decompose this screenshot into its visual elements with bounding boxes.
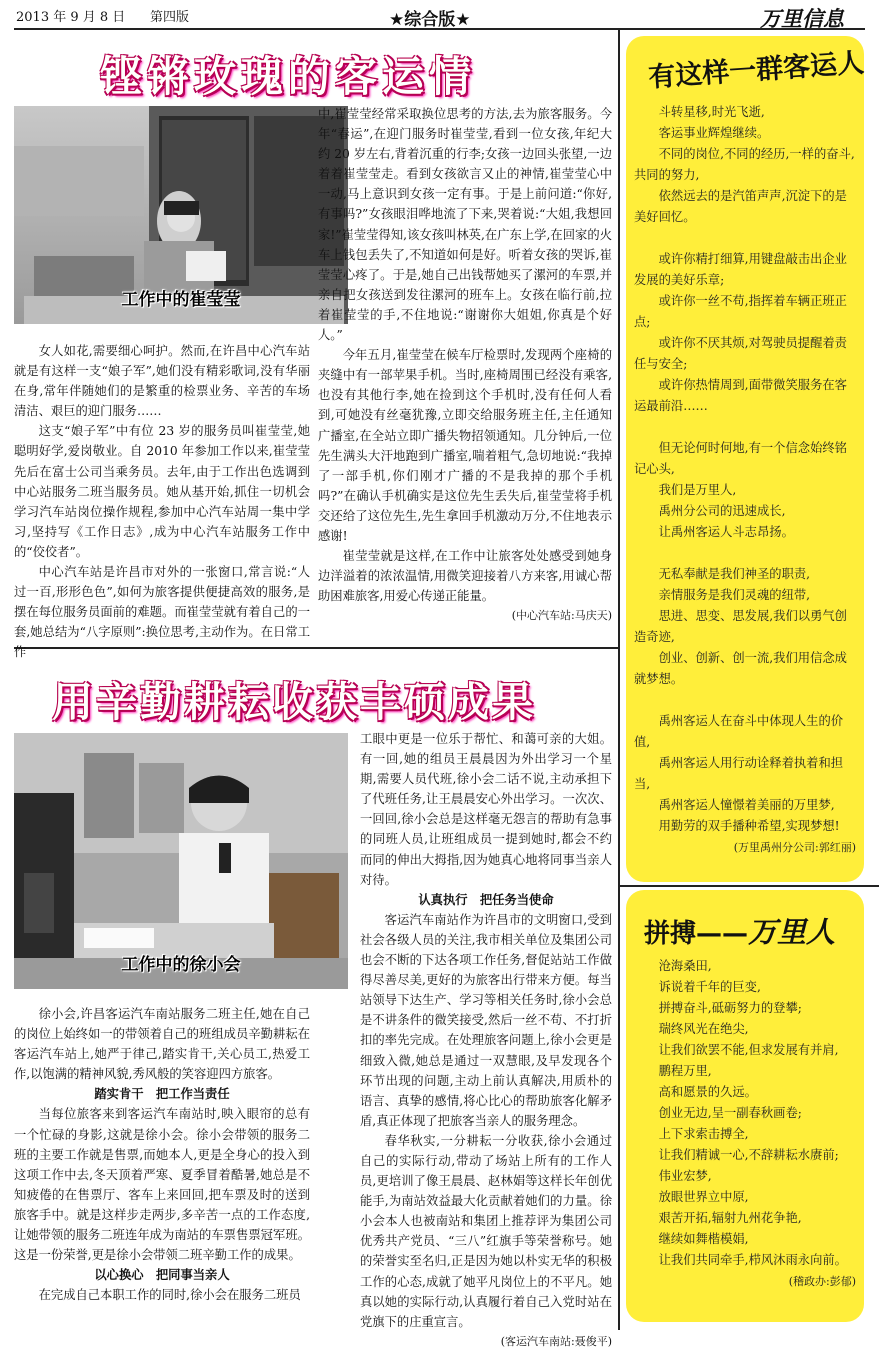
poem-line: 禹州客运人在奋斗中体现人生的价值, [634, 714, 844, 749]
subheading: 以心换心 把同事当亲人 [94, 1267, 230, 1283]
poem-line: 依然远去的是汽笛声声,沉淀下的是美好回忆。 [634, 189, 847, 224]
poem-line: 禹州客运人用行动诠释着执着和担当, [634, 756, 844, 791]
sidebar2-poem-body [634, 956, 856, 1292]
paragraph: 工眼中更是一位乐于帮忙、和蔼可亲的大姐。有一回,她的组员王晨晨因为外出学习一个星期,需要人员代班,徐小会二话不说,主动承担下了代班任务,让王晨晨安心外出学习。一次次、一回回,徐小会总是这样毫无怨言的帮助有急事的同班人员,让班组成员一提到她时,都会不约而同的伸出大拇指,因为她真心地将同事当亲人对待。 [360, 732, 612, 887]
article2-photo [14, 733, 348, 989]
poem-line: 或许你一丝不苟,指挥着车辆正班正点; [634, 294, 847, 329]
poem-line: 我们是万里人, [658, 483, 737, 497]
poem-line: 诉说着千年的巨变, [658, 980, 761, 994]
paragraph: 春华秋实,一分耕耘一分收获,徐小会通过自己的实际行动,带动了场站上所有的工作人员,更培训了像王晨晨、赵林娟等这样长年创优能手,为南站效益最大化贡献着她们的力量。徐小会本人也被南站和集团上推荐评为集团公司优秀共产党员、“三八”红旗手等荣誉称号。她的荣誉实至名归,正是因为她以朴实无华的积极工作的心态,成就了她平凡岗位上的不平凡。她真以她的实际行动,认真履行着自己入党时站在党旗下的庄重宣言。 [360, 1133, 612, 1329]
poem-line: 拼搏奋斗,砥砺努力的登攀; [658, 1001, 802, 1015]
article2-column-right [360, 729, 612, 1352]
poem-line: 不同的岗位,不同的经历,一样的奋斗,共同的努力, [634, 147, 855, 182]
sidebar1-byline: (万里禹州分公司:郭红丽) [733, 841, 856, 854]
poem-line: 创业无边,呈一副春秋画卷; [658, 1106, 802, 1120]
poem-line: 禹州分公司的迅速成长, [658, 504, 786, 518]
paragraph: 这支“娘子军”中有位 23 岁的服务员叫崔莹莹,她聪明好学,爱岗敬业。自 2010 年参加工作以来,崔莹莹先后在富士公司当乘务员。去年,由于工作出色选调到中心站服务二班当服务员。她从基开始,抓住一切机会学习汽车站岗位操作规程,参加中心汽车站周一集中学习,坚持写《工作日志》,成为中心汽车站服务工作中的“佼佼者”。 [14, 424, 310, 559]
poem-line: 无私奉献是我们神圣的职责, [658, 567, 811, 581]
poem-line: 但无论何时何地,有一个信念始终铭记心头, [634, 441, 847, 476]
poem-line: 或许你精打细算,用键盘敲击出企业发展的美好乐章; [634, 252, 847, 287]
poem-line: 继续如舞楷模娟, [658, 1232, 749, 1246]
poem-line: 客运事业辉煌继续。 [658, 126, 770, 140]
paragraph: 中,崔莹莹经常采取换位思考的方法,去为旅客服务。今年“春运”,在迎门服务时崔莹莹,看到一位女孩,年纪大约 20 岁左右,背着沉重的行李;女孩一边回头张望,一边着着崔莹莹走。看到女孩欲言又止的神情,崔莹莹心中一动,马上意识到女孩一定有事。于是上前问道:“你好,有事吗?”女孩眼泪哗地流了下来,哭着说:“大姐,我想回家!”崔莹莹得知,该女孩叫林英,在广东上学,在回家的火车上钱包丢失了,不知道如何是好。听着女孩的哭诉,崔莹莹心疼了。于是,她自己出钱帮她买了漯河的车票,并亲自把女孩送到发往漯河的班车上。女孩在临行前,拉着崔莹莹的手,不住地说:“谢谢你大姐姐,你真是个好人。” [318, 107, 612, 343]
paper-name: 万里信息 [760, 6, 844, 31]
sidebar-poem-1 [626, 36, 864, 882]
article1-byline: (中心汽车站:马庆天) [511, 609, 612, 623]
sidebar-poem-2 [626, 890, 864, 1322]
sidebar2-byline: (稽政办:彭郁) [788, 1275, 856, 1288]
poem-line: 艰苦开拓,辐射九州花争艳, [658, 1211, 802, 1225]
header-rule [14, 28, 865, 30]
poem-line: 用勤劳的双手播种希望,实现梦想! [658, 819, 840, 833]
sidebar2-title-part1: 拼搏—— [644, 919, 749, 949]
stanza-break [634, 228, 856, 249]
poem-line: 让我们共同牵手,栉风沐雨永向前。 [658, 1253, 847, 1267]
paragraph: 客运汽车南站作为许昌市的文明窗口,受到社会各级人员的关注,我市相关单位及集团公司也会不断的下达各项工作任务,督促站站工作做得尽善尽美,更好的为旅客出行带来方便。每当站领导下达生产、学习等相关任务时,徐小会总是不讲条件的微笑接受,然后一丝不苟、不打折扣的率先完成。在处理旅客问题上,徐小会更是细致入微,她总是通过一双慧眼,及早发现各个环节出现的问题,主动上前认真解决,用质朴的语言、真挚的感情,将心比心的帮助旅客化解矛盾,真正体现了把旅客当亲人的服务理念。 [360, 912, 612, 1128]
article2-photo-caption: 工作中的徐小会 [121, 955, 241, 975]
poem-line: 禹州客运人憧憬着美丽的万里梦, [658, 798, 835, 812]
article1-column-left [14, 341, 310, 663]
subheading: 认真执行 把任务当使命 [418, 891, 554, 907]
article1-photo [14, 106, 348, 324]
poem-line: 或许你不厌其烦,对驾驶员提醒着责任与安全; [634, 336, 847, 371]
sidebar1-poem-body [634, 102, 856, 858]
edition-number: 第四版 [150, 10, 190, 25]
article2-byline: (客运汽车南站:聂俊平) [500, 1334, 612, 1348]
poem-line: 创业、创新、创一流,我们用信念成就梦想。 [634, 651, 847, 686]
article1-photo-caption: 工作中的崔莹莹 [121, 290, 241, 310]
poem-line: 高和愿景的久远。 [658, 1085, 757, 1099]
poem-line: 让禹州客运人斗志昂扬。 [658, 525, 794, 539]
article1-headline: 铿锵玫瑰的客运情 [100, 52, 477, 101]
article2-column-left [14, 1004, 310, 1305]
section-title: ★综合版★ [389, 10, 471, 30]
poem-line: 让我们精诚一心,不辞耕耘水赓前; [658, 1148, 839, 1162]
stanza-break [634, 690, 856, 711]
stanza-break [634, 417, 856, 438]
sidebar-divider [618, 885, 879, 887]
paragraph: 崔莹莹就是这样,在工作中让旅客处处感受到她身边洋溢着的浓浓温情,用微笑迎接着八方来客,用诚心帮助困难旅客,用爱心传递正能量。 [318, 549, 612, 604]
poem-line: 放眼世界立中原, [658, 1190, 749, 1204]
paragraph: 今年五月,崔莹莹在候车厅检票时,发现两个座椅的夹缝中有一部苹果手机。当时,座椅周围已经没有乘客,也没有其他行李,她在捡到这个手机时,没有任何人看到,可她没有丝毫犹豫,立即交给服务班主任,主任通知广播室,在全站立即广播失物招领通知。几分钟后,一位先生满头大汗地跑到广播室,喘着粗气,急切地说:“我掉了一部手机,你们刚才广播的不是我掉的那个手机吗?”在确认手机确实是这位先生丢失后,崔莹莹将手机交还给了这位先生,先生拿回手机激动万分,不住地表示感谢! [318, 348, 612, 543]
poem-line: 鹏程万里, [658, 1064, 712, 1078]
poem-line: 让我们欲罢不能,但求发展有并肩, [658, 1043, 839, 1057]
poem-line: 亲情服务是我们灵魂的纽带, [658, 588, 811, 602]
article2-headline: 用辛勤耕耘收获丰硕成果 [52, 678, 536, 726]
sidebar2-title-part2: 万里人 [748, 915, 836, 949]
sidebar1-title: 有这样一群客运人 [647, 47, 866, 94]
paragraph: 当每位旅客来到客运汽车南站时,映入眼帘的总有一个忙碌的身影,这就是徐小会。徐小会带领的服务二班的主要工作就是售票,而她本人,更是全身心的投入到这项工作中去,冬天顶着严寒、夏季冒着酷暑,她总是不知疲倦的在售票厅、客车上来回回,把车票及时的送到旅客手中。就是这样步走两步,多辛苦一点的工作态度,让她带领的服务二班连年成为南站的车票售票冠军班。这是一份荣誉,更是徐小会带领二班辛勤工作的成果。 [14, 1107, 310, 1263]
paragraph: 在完成自己本职工作的同时,徐小会在服务二班员 [38, 1288, 301, 1303]
poem-line: 上下求索击搏全, [658, 1127, 749, 1141]
issue-date: 2013 年 9 月 8 日 [16, 10, 126, 25]
paragraph: 徐小会,许昌客运汽车南站服务二班主任,她在自己的岗位上始终如一的带领着自己的班组成员辛勤耕耘在客运汽车站上,她严于律己,踏实肯干,关心员工,热爱工作,以饱满的精神风貌,秀风般的笑容迎四方旅客。 [14, 1007, 310, 1082]
poem-line: 或许你热情周到,面带微笑服务在客运最前沿…… [634, 378, 847, 413]
stanza-break [634, 543, 856, 564]
column-divider [618, 30, 620, 1330]
subheading: 踏实肯干 把工作当责任 [94, 1086, 230, 1102]
paragraph: 女人如花,需要细心呵护。然而,在许昌中心汽车站就是有这样一支“娘子军”,她们没有精彩歌词,没有华丽在身,常年伴随她们的是繁重的检票业务、辛苦的车场清洁、艰巨的迎门服务…… [14, 344, 310, 419]
article1-column-right [318, 104, 612, 626]
poem-line: 伟业宏梦, [658, 1169, 712, 1183]
poem-line: 瑞终风光在绝尖, [658, 1022, 749, 1036]
poem-line: 斗转星移,时光飞逝, [658, 105, 765, 119]
sidebar2-title [644, 910, 835, 951]
poem-line: 沧海桑田, [658, 959, 712, 973]
paragraph: 中心汽车站是许昌市对外的一张窗口,常言说:“人过一百,形形色色”,如何为旅客提供便捷高效的服务,是摆在每位服务员面前的难题。而崔莹莹就有着自己的一套,她总结为“八字原则”:换位思考,主动作为。在日常工作 [14, 565, 310, 660]
poem-line: 思进、思变、思发展,我们以勇气创造奇迹, [634, 609, 847, 644]
